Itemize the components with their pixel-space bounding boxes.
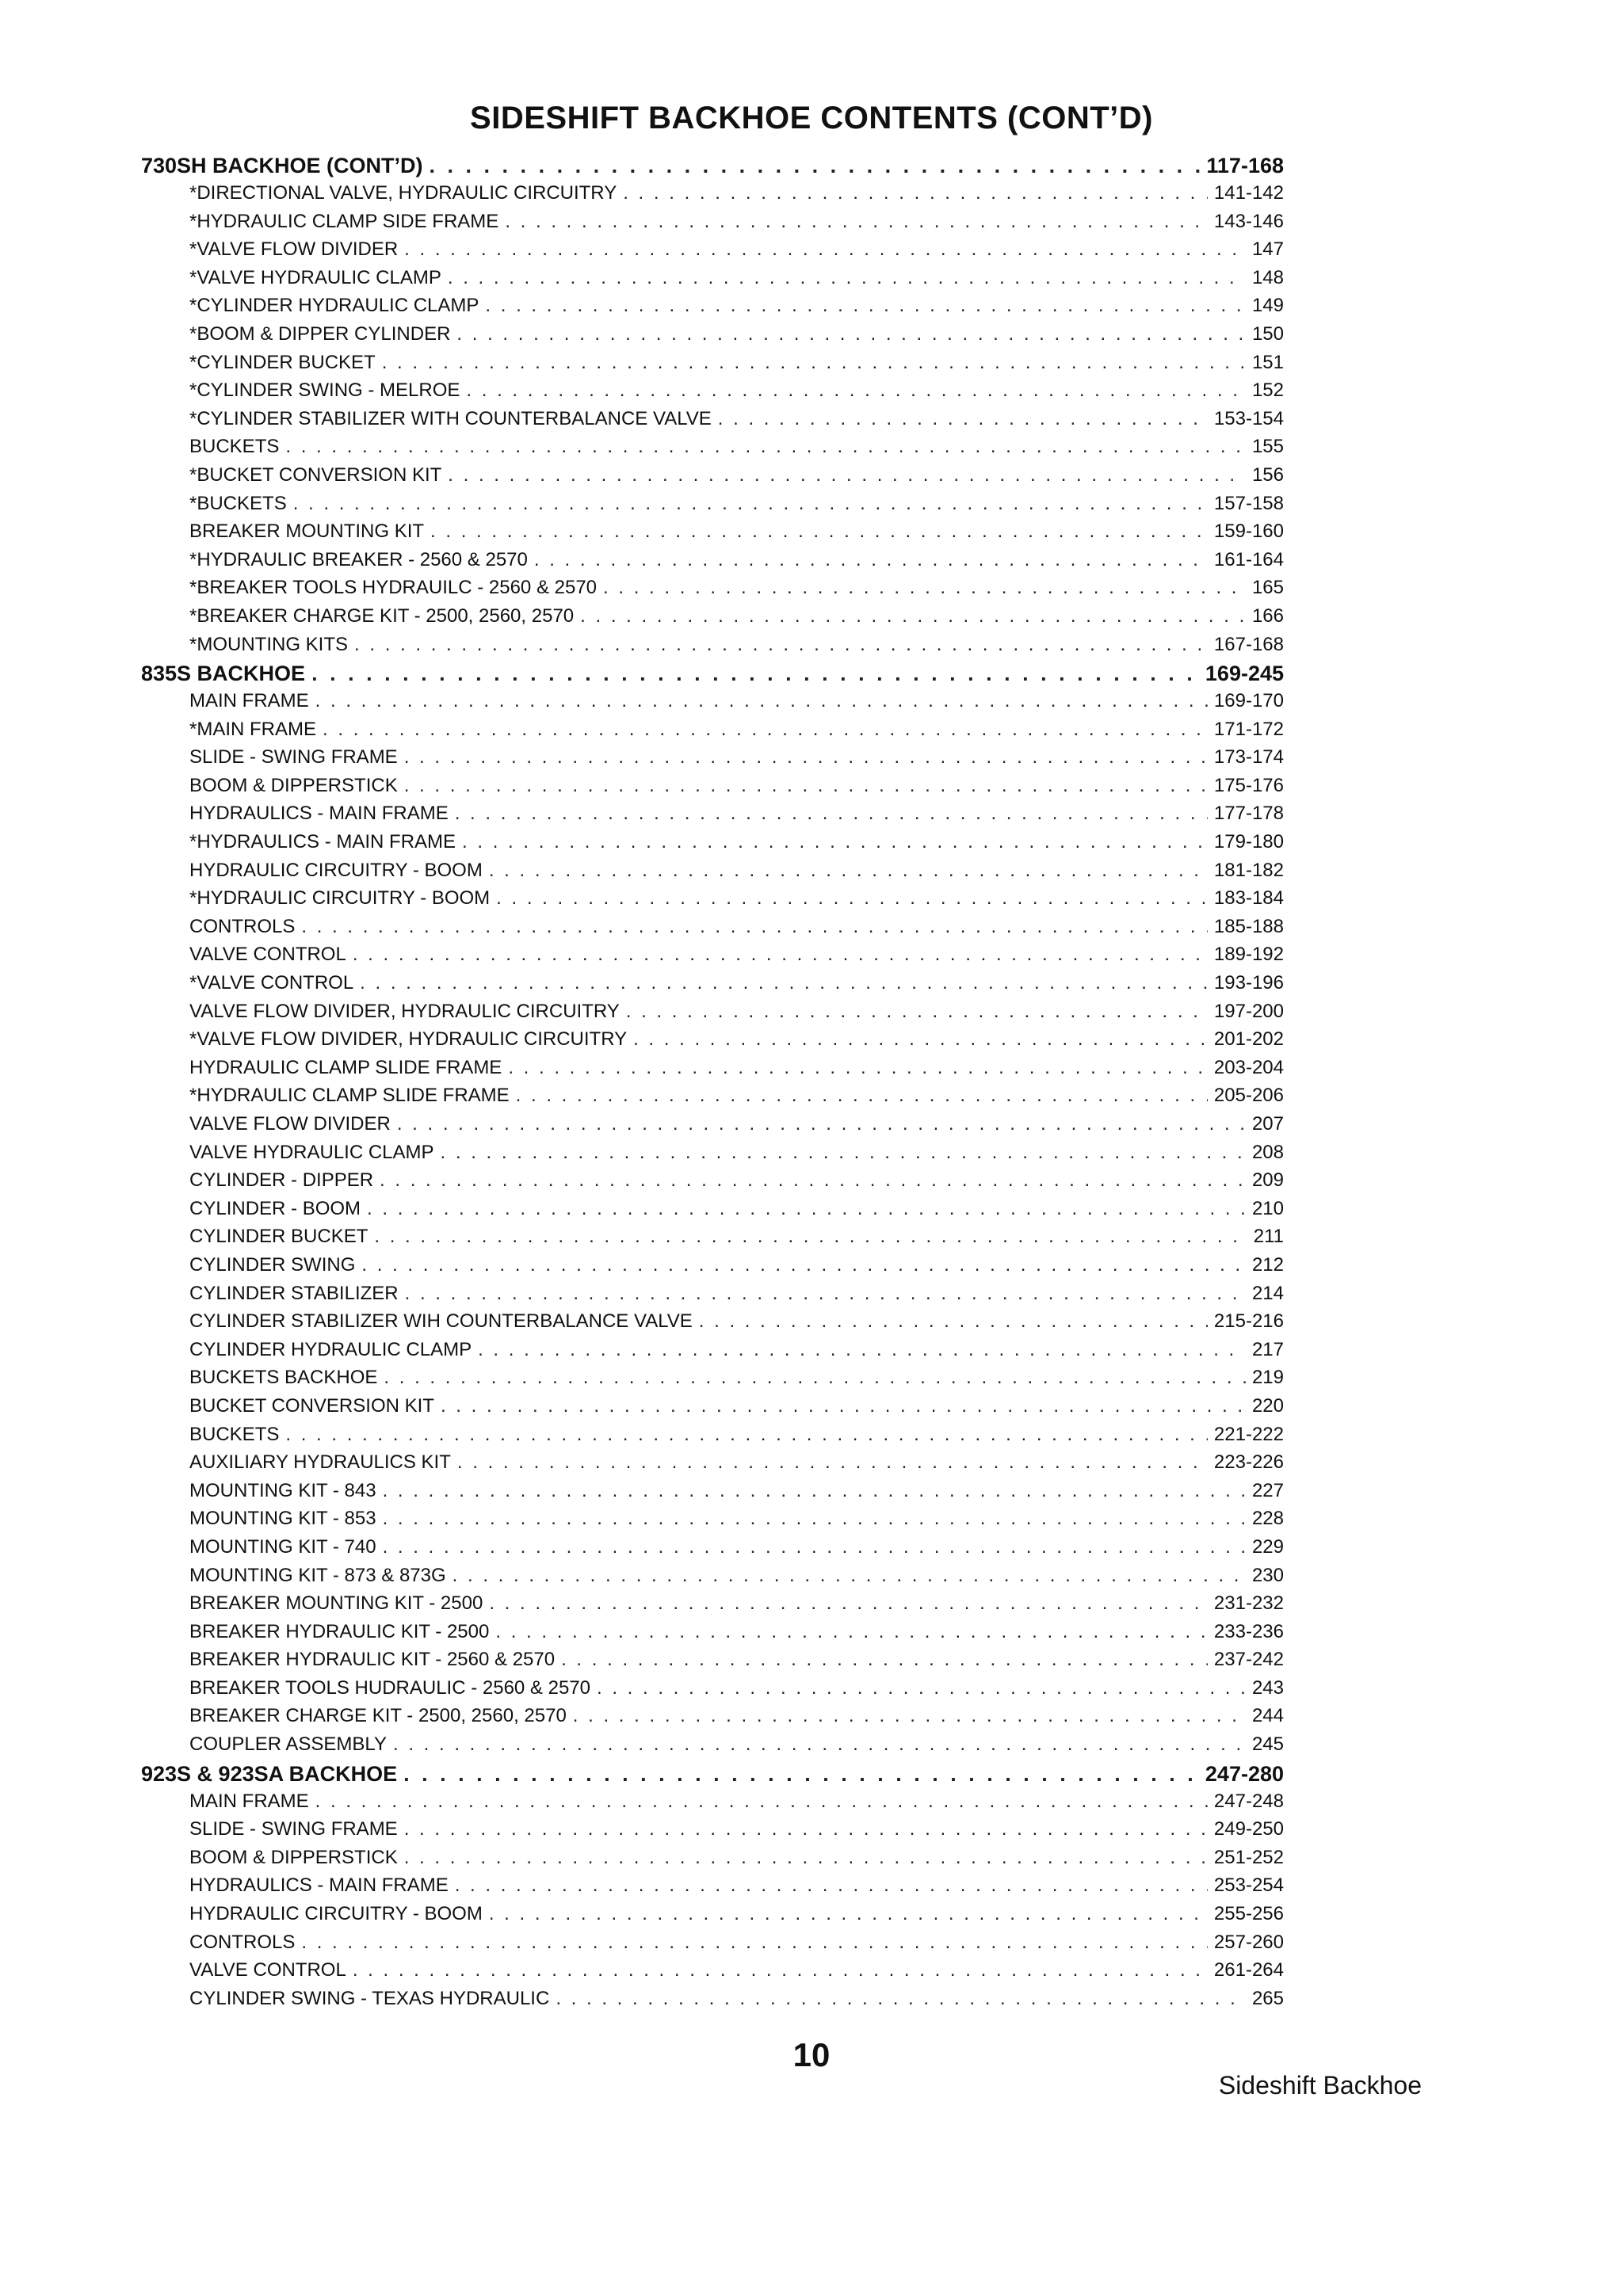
toc-entry-label: CONTROLS <box>189 915 296 937</box>
toc-entry-pages: 208 <box>1251 1141 1284 1163</box>
dot-leader <box>382 352 1246 374</box>
dot-leader <box>361 1254 1246 1276</box>
toc-entry-label: MOUNTING KIT - 873 & 873G <box>189 1564 446 1586</box>
toc-entry-pages: 183-184 <box>1213 887 1284 910</box>
toc-entry-row <box>141 493 1284 521</box>
toc-entry-pages: 221-222 <box>1213 1423 1284 1445</box>
toc-entry-label: VALVE FLOW DIVIDER, HYDRAULIC CIRCUITRY <box>189 1000 620 1022</box>
toc-entry-pages: 167-168 <box>1213 633 1284 655</box>
toc-entry-row <box>141 1959 1284 1988</box>
toc-entry-pages: 185-188 <box>1213 915 1284 937</box>
toc-entry-label: BUCKETS <box>189 436 280 458</box>
toc-entry-row <box>141 972 1284 1001</box>
dot-leader <box>393 1733 1246 1756</box>
toc-entry-row <box>141 549 1284 578</box>
dot-leader <box>597 1677 1246 1699</box>
dot-leader <box>496 887 1208 910</box>
toc-entry-label: MOUNTING KIT - 740 <box>189 1535 376 1558</box>
toc-entry-pages: 237-242 <box>1213 1649 1284 1671</box>
toc-entry-label: *BREAKER TOOLS HYDRAUILC - 2560 & 2570 <box>189 577 598 599</box>
toc-entry-row <box>141 1395 1284 1424</box>
toc-entry-label: BUCKETS <box>189 1423 280 1445</box>
toc-entry-row <box>141 1367 1284 1395</box>
dot-leader <box>456 323 1246 345</box>
toc-entry-pages: 149 <box>1251 295 1284 317</box>
toc-section-row <box>141 662 1284 690</box>
dot-leader <box>323 719 1208 741</box>
toc-entry-pages: 207 <box>1251 1113 1284 1135</box>
dot-leader <box>430 521 1208 543</box>
dot-leader <box>534 549 1208 571</box>
dot-leader <box>603 577 1246 599</box>
toc-entry-pages: 253-254 <box>1213 1875 1284 1897</box>
toc-entry-row <box>141 1028 1284 1057</box>
toc-entry-pages: 201-202 <box>1213 1028 1284 1051</box>
toc-entry-pages: 243 <box>1251 1676 1284 1699</box>
toc-entry-row <box>141 577 1284 605</box>
dot-leader <box>448 267 1246 289</box>
toc-entry-pages: 214 <box>1251 1282 1284 1304</box>
toc-entry-pages: 159-160 <box>1213 521 1284 543</box>
toc-entry-label: *VALVE FLOW DIVIDER <box>189 238 399 261</box>
toc-entry-row <box>141 1113 1284 1142</box>
table-of-contents <box>141 154 1284 2016</box>
toc-entry-label: AUXILIARY HYDRAULICS KIT <box>189 1451 451 1474</box>
toc-entry-pages: 249-250 <box>1213 1818 1284 1840</box>
toc-entry-label: CYLINDER - DIPPER <box>189 1169 374 1192</box>
dot-leader <box>404 1847 1208 1869</box>
toc-entry-label: *CYLINDER STABILIZER WITH COUNTERBALANCE VALVE <box>189 407 712 429</box>
toc-entry-label: BREAKER HYDRAULIC KIT - 2500 <box>189 1620 490 1642</box>
dot-leader <box>466 379 1246 402</box>
dot-leader <box>384 1367 1246 1389</box>
dot-leader <box>556 1988 1246 2010</box>
toc-entry-pages: 173-174 <box>1213 746 1284 769</box>
toc-entry-pages: 247-248 <box>1213 1790 1284 1812</box>
dot-leader <box>354 634 1208 656</box>
toc-entry-pages: 244 <box>1251 1705 1284 1727</box>
toc-entry-label: HYDRAULICS - MAIN FRAME <box>189 803 449 825</box>
toc-entry-row <box>141 1988 1284 2016</box>
toc-entry-label: 923S & 923SA BACKHOE <box>141 1761 398 1786</box>
toc-entry-pages: 177-178 <box>1213 803 1284 825</box>
toc-entry-row <box>141 916 1284 944</box>
toc-entry-label: BUCKETS BACKHOE <box>189 1367 378 1389</box>
toc-entry-row <box>141 944 1284 972</box>
toc-entry-row <box>141 1142 1284 1170</box>
toc-entry-row <box>141 1451 1284 1480</box>
toc-entry-label: VALVE HYDRAULIC CLAMP <box>189 1141 434 1163</box>
toc-entry-pages: 223-226 <box>1213 1451 1284 1474</box>
toc-entry-label: CYLINDER BUCKET <box>189 1226 369 1248</box>
dot-leader <box>516 1085 1208 1107</box>
dot-leader <box>374 1226 1247 1248</box>
dot-leader <box>397 1113 1246 1135</box>
toc-entry-row <box>141 379 1284 408</box>
dot-leader <box>462 831 1208 853</box>
dot-leader <box>315 690 1208 712</box>
dot-leader <box>285 1424 1208 1446</box>
toc-entry-label: BREAKER TOOLS HUDRAULIC - 2560 & 2570 <box>189 1676 590 1699</box>
toc-entry-label: BOOM & DIPPERSTICK <box>189 1846 398 1868</box>
toc-entry-row <box>141 1677 1284 1706</box>
toc-entry-label: *VALVE HYDRAULIC CLAMP <box>189 266 441 288</box>
toc-entry-pages: 141-142 <box>1213 182 1284 204</box>
toc-entry-label: *VALVE FLOW DIVIDER, HYDRAULIC CIRCUITRY <box>189 1028 628 1051</box>
dot-leader <box>360 972 1208 994</box>
toc-entry-label: *HYDRAULIC CLAMP SLIDE FRAME <box>189 1085 510 1107</box>
dot-leader <box>561 1649 1208 1671</box>
toc-entry-pages: 212 <box>1251 1253 1284 1276</box>
toc-entry-label: CYLINDER STABILIZER WIH COUNTERBALANCE VALVE <box>189 1310 693 1333</box>
toc-entry-label: VALVE CONTROL <box>189 1959 346 1981</box>
toc-entry-label: *DIRECTIONAL VALVE, HYDRAULIC CIRCUITRY <box>189 182 617 204</box>
toc-entry-row <box>141 1932 1284 1960</box>
toc-entry-label: *HYDRAULICS - MAIN FRAME <box>189 831 456 853</box>
toc-entry-pages: 228 <box>1251 1508 1284 1530</box>
toc-entry-label: SLIDE - SWING FRAME <box>189 1818 398 1840</box>
toc-entry-pages: 219 <box>1251 1367 1284 1389</box>
dot-leader <box>311 662 1199 686</box>
dot-leader <box>430 154 1201 178</box>
dot-leader <box>478 1339 1246 1361</box>
toc-entry-label: MAIN FRAME <box>189 690 309 712</box>
toc-entry-pages: 227 <box>1251 1479 1284 1501</box>
dot-leader <box>453 1565 1246 1587</box>
toc-entry-pages: 165 <box>1251 577 1284 599</box>
toc-entry-label: MAIN FRAME <box>189 1790 309 1812</box>
toc-entry-row <box>141 1536 1284 1565</box>
toc-section-row <box>141 1762 1284 1791</box>
toc-entry-row <box>141 1847 1284 1875</box>
toc-entry-pages: 143-146 <box>1213 210 1284 232</box>
toc-entry-row <box>141 690 1284 719</box>
toc-entry-row <box>141 1621 1284 1650</box>
toc-entry-label: 730SH BACKHOE (CONT’D) <box>141 154 423 177</box>
dot-leader <box>441 1142 1246 1164</box>
toc-entry-label: *HYDRAULIC CLAMP SIDE FRAME <box>189 210 499 232</box>
toc-entry-pages: 155 <box>1251 436 1284 458</box>
toc-entry-pages: 197-200 <box>1213 1000 1284 1022</box>
toc-entry-row <box>141 1733 1284 1762</box>
toc-entry-label: 835S BACKHOE <box>141 662 306 686</box>
dot-leader <box>505 211 1208 233</box>
dot-leader <box>457 1451 1208 1474</box>
toc-entry-row <box>141 1649 1284 1677</box>
toc-entry-label: CYLINDER STABILIZER <box>189 1282 399 1304</box>
toc-entry-pages: 148 <box>1251 266 1284 288</box>
toc-entry-pages: 255-256 <box>1213 1903 1284 1925</box>
toc-entry-label: BREAKER MOUNTING KIT <box>189 521 425 543</box>
toc-entry-row <box>141 1875 1284 1903</box>
toc-entry-row <box>141 831 1284 860</box>
toc-entry-label: VALVE CONTROL <box>189 944 346 966</box>
toc-entry-pages: 150 <box>1251 322 1284 345</box>
toc-entry-label: *CYLINDER HYDRAULIC CLAMP <box>189 295 479 317</box>
toc-entry-row <box>141 267 1284 296</box>
toc-entry-row <box>141 323 1284 352</box>
dot-leader <box>699 1310 1208 1333</box>
dot-leader <box>403 1762 1199 1787</box>
toc-entry-label: BREAKER CHARGE KIT - 2500, 2560, 2570 <box>189 1705 567 1727</box>
toc-entry-pages: 161-164 <box>1213 548 1284 570</box>
dot-leader <box>293 493 1208 515</box>
toc-entry-row <box>141 211 1284 239</box>
dot-leader <box>485 295 1246 317</box>
toc-entry-row <box>141 238 1284 267</box>
dot-leader <box>718 408 1208 430</box>
toc-entry-pages: 231-232 <box>1213 1592 1284 1615</box>
toc-entry-label: *MAIN FRAME <box>189 718 317 740</box>
footer-label: Sideshift Backhoe <box>1218 2071 1422 2100</box>
toc-entry-row <box>141 719 1284 747</box>
toc-entry-label: BOOM & DIPPERSTICK <box>189 774 398 796</box>
dot-leader <box>301 1932 1208 1954</box>
dot-leader <box>623 182 1208 204</box>
toc-entry-label: CYLINDER HYDRAULIC CLAMP <box>189 1338 472 1360</box>
toc-entry-row <box>141 1791 1284 1819</box>
page-number: 10 <box>792 2036 831 2073</box>
dot-leader <box>383 1536 1246 1558</box>
toc-entry-row <box>141 1480 1284 1508</box>
dot-leader <box>455 1875 1208 1897</box>
toc-entry-row <box>141 295 1284 323</box>
toc-entry-pages: 233-236 <box>1213 1620 1284 1642</box>
toc-entry-row <box>141 464 1284 493</box>
dot-leader <box>448 464 1246 486</box>
toc-entry-label: HYDRAULIC CIRCUITRY - BOOM <box>189 859 483 881</box>
toc-entry-row <box>141 408 1284 437</box>
toc-entry-label: CONTROLS <box>189 1931 296 1953</box>
toc-entry-pages: 169-170 <box>1213 690 1284 712</box>
toc-entry-pages: 215-216 <box>1213 1310 1284 1333</box>
toc-entry-pages: 193-196 <box>1213 972 1284 994</box>
toc-entry-label: SLIDE - SWING FRAME <box>189 746 398 769</box>
dot-leader <box>383 1508 1246 1530</box>
toc-entry-row <box>141 1283 1284 1311</box>
dot-leader <box>633 1028 1208 1051</box>
toc-entry-label: CYLINDER SWING - TEXAS HYDRAULIC <box>189 1987 550 2009</box>
dot-leader <box>301 916 1208 938</box>
dot-leader <box>580 605 1246 627</box>
toc-entry-pages: 245 <box>1251 1733 1284 1756</box>
toc-entry-row <box>141 1226 1284 1254</box>
toc-entry-label: *VALVE CONTROL <box>189 972 354 994</box>
toc-entry-row <box>141 887 1284 916</box>
toc-entry-pages: 189-192 <box>1213 944 1284 966</box>
dot-leader <box>495 1621 1208 1643</box>
toc-entry-pages: 175-176 <box>1213 774 1284 796</box>
dot-leader <box>367 1198 1246 1220</box>
toc-entry-label: *BREAKER CHARGE KIT - 2500, 2560, 2570 <box>189 605 575 627</box>
toc-entry-row <box>141 1565 1284 1593</box>
toc-entry-row <box>141 182 1284 211</box>
toc-entry-row <box>141 352 1284 380</box>
toc-entry-pages: 157-158 <box>1213 492 1284 514</box>
toc-entry-label: BREAKER HYDRAULIC KIT - 2560 & 2570 <box>189 1649 556 1671</box>
toc-entry-label: *HYDRAULIC CIRCUITRY - BOOM <box>189 887 491 910</box>
toc-entry-row <box>141 1001 1284 1029</box>
toc-entry-row <box>141 1508 1284 1536</box>
toc-entry-pages: 153-154 <box>1213 407 1284 429</box>
toc-entry-pages: 166 <box>1251 605 1284 627</box>
toc-entry-row <box>141 803 1284 831</box>
dot-leader <box>573 1705 1246 1727</box>
toc-entry-row <box>141 1592 1284 1621</box>
toc-entry-label: BUCKET CONVERSION KIT <box>189 1394 434 1417</box>
toc-entry-pages: 203-204 <box>1213 1056 1284 1078</box>
toc-entry-label: *CYLINDER SWING - MELROE <box>189 379 460 402</box>
dot-leader <box>285 436 1246 458</box>
dot-leader <box>353 1959 1208 1981</box>
dot-leader <box>455 803 1208 825</box>
dot-leader <box>404 746 1208 769</box>
toc-entry-pages: 220 <box>1251 1394 1284 1417</box>
toc-entry-row <box>141 1198 1284 1226</box>
dot-leader <box>353 944 1208 966</box>
dot-leader <box>380 1169 1246 1192</box>
toc-entry-pages: 261-264 <box>1213 1959 1284 1981</box>
toc-entry-row <box>141 634 1284 662</box>
dot-leader <box>405 1283 1246 1305</box>
toc-entry-label: CYLINDER SWING <box>189 1253 356 1276</box>
toc-entry-label: CYLINDER - BOOM <box>189 1197 361 1219</box>
toc-entry-row <box>141 1424 1284 1452</box>
toc-entry-pages: 217 <box>1251 1338 1284 1360</box>
dot-leader <box>489 1592 1208 1615</box>
toc-entry-pages: 152 <box>1251 379 1284 402</box>
toc-entry-label: VALVE FLOW DIVIDER <box>189 1113 391 1135</box>
toc-entry-pages: 265 <box>1251 1987 1284 2009</box>
dot-leader <box>383 1480 1246 1502</box>
toc-entry-pages: 209 <box>1251 1169 1284 1192</box>
toc-entry-pages: 117-168 <box>1206 154 1284 177</box>
dot-leader <box>404 1818 1208 1840</box>
toc-entry-label: *BUCKET CONVERSION KIT <box>189 463 442 486</box>
toc-entry-label: *BUCKETS <box>189 492 287 514</box>
dot-leader <box>404 775 1208 797</box>
toc-entry-row <box>141 860 1284 888</box>
toc-entry-label: HYDRAULIC CIRCUITRY - BOOM <box>189 1903 483 1925</box>
toc-entry-label: *CYLINDER BUCKET <box>189 351 376 373</box>
toc-entry-pages: 147 <box>1251 238 1284 261</box>
toc-entry-row <box>141 1254 1284 1283</box>
toc-entry-row <box>141 521 1284 549</box>
toc-entry-row <box>141 1339 1284 1367</box>
toc-entry-label: BREAKER MOUNTING KIT - 2500 <box>189 1592 483 1615</box>
toc-entry-label: HYDRAULICS - MAIN FRAME <box>189 1875 449 1897</box>
toc-entry-row <box>141 746 1284 775</box>
toc-entry-pages: 257-260 <box>1213 1931 1284 1953</box>
dot-leader <box>441 1395 1246 1417</box>
toc-entry-label: *HYDRAULIC BREAKER - 2560 & 2570 <box>189 548 528 570</box>
dot-leader <box>489 860 1208 882</box>
toc-entry-row <box>141 436 1284 464</box>
toc-entry-row <box>141 605 1284 634</box>
toc-entry-row <box>141 1169 1284 1198</box>
toc-entry-pages: 210 <box>1251 1197 1284 1219</box>
toc-entry-row <box>141 775 1284 803</box>
toc-entry-pages: 156 <box>1251 463 1284 486</box>
toc-entry-label: *BOOM & DIPPER CYLINDER <box>189 322 451 345</box>
toc-entry-pages: 169-245 <box>1205 662 1284 686</box>
toc-entry-label: *MOUNTING KITS <box>189 633 349 655</box>
toc-entry-pages: 230 <box>1251 1564 1284 1586</box>
page-title: SIDESHIFT BACKHOE CONTENTS (CONT’D) <box>470 101 1153 135</box>
dot-leader <box>626 1001 1208 1023</box>
toc-entry-pages: 171-172 <box>1213 718 1284 740</box>
toc-entry-pages: 151 <box>1251 351 1284 373</box>
toc-entry-pages: 179-180 <box>1213 831 1284 853</box>
toc-entry-pages: 251-252 <box>1213 1846 1284 1868</box>
dot-leader <box>508 1057 1208 1079</box>
toc-entry-row <box>141 1705 1284 1733</box>
toc-entry-row <box>141 1057 1284 1085</box>
toc-entry-row <box>141 1085 1284 1113</box>
toc-entry-label: HYDRAULIC CLAMP SLIDE FRAME <box>189 1056 502 1078</box>
dot-leader <box>404 238 1246 261</box>
toc-entry-row <box>141 1310 1284 1339</box>
toc-entry-pages: 181-182 <box>1213 859 1284 881</box>
toc-entry-pages: 247-280 <box>1205 1761 1284 1786</box>
toc-entry-row <box>141 1903 1284 1932</box>
toc-entry-label: MOUNTING KIT - 843 <box>189 1479 376 1501</box>
toc-entry-label: MOUNTING KIT - 853 <box>189 1508 376 1530</box>
toc-entry-row <box>141 1818 1284 1847</box>
dot-leader <box>315 1791 1208 1813</box>
dot-leader <box>489 1903 1208 1925</box>
toc-entry-pages: 229 <box>1251 1535 1284 1558</box>
toc-entry-label: COUPLER ASSEMBLY <box>189 1733 387 1756</box>
toc-entry-pages: 205-206 <box>1213 1085 1284 1107</box>
toc-entry-pages: 211 <box>1253 1226 1284 1248</box>
toc-section-row <box>141 154 1284 182</box>
